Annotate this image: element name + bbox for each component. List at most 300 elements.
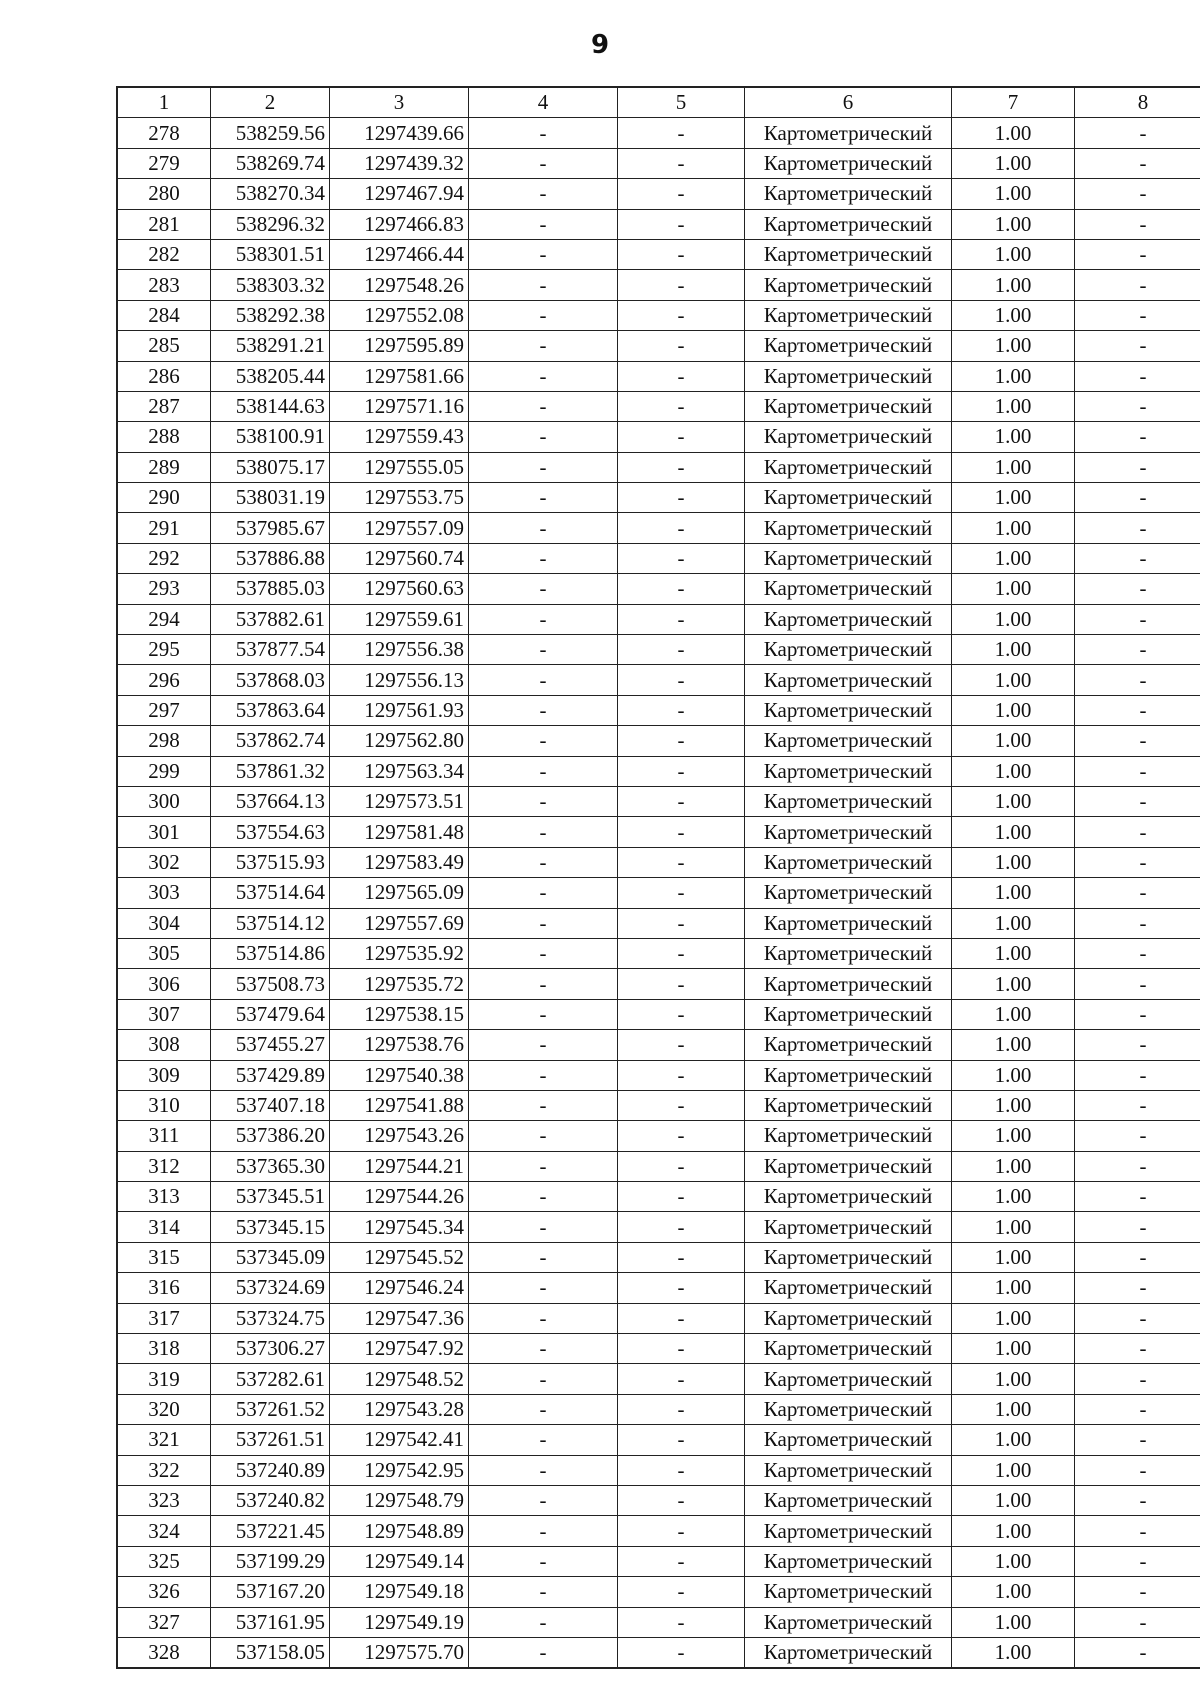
header-cell-2: 2 bbox=[211, 87, 330, 118]
cell-accuracy: 1.00 bbox=[952, 513, 1075, 543]
cell-y-coordinate: 1297538.15 bbox=[330, 999, 469, 1029]
cell-column-8: - bbox=[1075, 118, 1200, 148]
cell-accuracy: 1.00 bbox=[952, 1242, 1075, 1272]
cell-accuracy: 1.00 bbox=[952, 361, 1075, 391]
cell-column-4: - bbox=[469, 786, 618, 816]
cell-x-coordinate: 537861.32 bbox=[211, 756, 330, 786]
cell-column-5: - bbox=[618, 786, 745, 816]
cell-x-coordinate: 537345.15 bbox=[211, 1212, 330, 1242]
cell-point-number: 310 bbox=[117, 1090, 211, 1120]
cell-point-number: 287 bbox=[117, 391, 211, 421]
cell-accuracy: 1.00 bbox=[952, 118, 1075, 148]
cell-method: Картометрический bbox=[745, 1394, 952, 1424]
cell-column-5: - bbox=[618, 1182, 745, 1212]
table-row bbox=[117, 1090, 1200, 1120]
cell-y-coordinate: 1297543.28 bbox=[330, 1394, 469, 1424]
cell-x-coordinate: 537514.64 bbox=[211, 878, 330, 908]
cell-method: Картометрический bbox=[745, 1455, 952, 1485]
cell-point-number: 307 bbox=[117, 999, 211, 1029]
cell-y-coordinate: 1297548.26 bbox=[330, 270, 469, 300]
cell-point-number: 317 bbox=[117, 1303, 211, 1333]
cell-y-coordinate: 1297467.94 bbox=[330, 179, 469, 209]
cell-x-coordinate: 538296.32 bbox=[211, 209, 330, 239]
table-row bbox=[117, 1577, 1200, 1607]
cell-point-number: 297 bbox=[117, 695, 211, 725]
table-row bbox=[117, 543, 1200, 573]
cell-method: Картометрический bbox=[745, 1485, 952, 1515]
cell-accuracy: 1.00 bbox=[952, 786, 1075, 816]
cell-method: Картометрический bbox=[745, 878, 952, 908]
cell-column-5: - bbox=[618, 756, 745, 786]
cell-y-coordinate: 1297542.95 bbox=[330, 1455, 469, 1485]
cell-y-coordinate: 1297548.79 bbox=[330, 1485, 469, 1515]
cell-y-coordinate: 1297562.80 bbox=[330, 726, 469, 756]
cell-x-coordinate: 537345.09 bbox=[211, 1242, 330, 1272]
cell-column-8: - bbox=[1075, 786, 1200, 816]
cell-x-coordinate: 537167.20 bbox=[211, 1577, 330, 1607]
cell-point-number: 315 bbox=[117, 1242, 211, 1272]
cell-y-coordinate: 1297565.09 bbox=[330, 878, 469, 908]
cell-column-8: - bbox=[1075, 331, 1200, 361]
cell-column-8: - bbox=[1075, 1637, 1200, 1668]
cell-column-5: - bbox=[618, 665, 745, 695]
cell-accuracy: 1.00 bbox=[952, 847, 1075, 877]
cell-column-4: - bbox=[469, 118, 618, 148]
cell-y-coordinate: 1297557.09 bbox=[330, 513, 469, 543]
cell-point-number: 328 bbox=[117, 1637, 211, 1668]
cell-column-4: - bbox=[469, 574, 618, 604]
cell-column-5: - bbox=[618, 817, 745, 847]
cell-column-4: - bbox=[469, 239, 618, 269]
cell-column-4: - bbox=[469, 1151, 618, 1181]
cell-y-coordinate: 1297556.13 bbox=[330, 665, 469, 695]
table-row bbox=[117, 786, 1200, 816]
cell-method: Картометрический bbox=[745, 483, 952, 513]
cell-column-4: - bbox=[469, 999, 618, 1029]
cell-column-8: - bbox=[1075, 1394, 1200, 1424]
cell-column-5: - bbox=[618, 361, 745, 391]
cell-accuracy: 1.00 bbox=[952, 1485, 1075, 1515]
cell-column-8: - bbox=[1075, 1485, 1200, 1515]
cell-point-number: 325 bbox=[117, 1546, 211, 1576]
cell-point-number: 280 bbox=[117, 179, 211, 209]
cell-y-coordinate: 1297549.19 bbox=[330, 1607, 469, 1637]
cell-accuracy: 1.00 bbox=[952, 999, 1075, 1029]
table-row bbox=[117, 452, 1200, 482]
cell-accuracy: 1.00 bbox=[952, 574, 1075, 604]
cell-method: Картометрический bbox=[745, 1334, 952, 1364]
cell-x-coordinate: 537306.27 bbox=[211, 1334, 330, 1364]
cell-y-coordinate: 1297560.63 bbox=[330, 574, 469, 604]
cell-point-number: 304 bbox=[117, 908, 211, 938]
cell-point-number: 281 bbox=[117, 209, 211, 239]
cell-column-5: - bbox=[618, 1577, 745, 1607]
header-cell-7: 7 bbox=[952, 87, 1075, 118]
cell-column-4: - bbox=[469, 209, 618, 239]
cell-y-coordinate: 1297541.88 bbox=[330, 1090, 469, 1120]
cell-column-4: - bbox=[469, 179, 618, 209]
cell-accuracy: 1.00 bbox=[952, 331, 1075, 361]
cell-column-8: - bbox=[1075, 878, 1200, 908]
cell-y-coordinate: 1297556.38 bbox=[330, 635, 469, 665]
cell-method: Картометрический bbox=[745, 938, 952, 968]
cell-y-coordinate: 1297559.43 bbox=[330, 422, 469, 452]
table-row bbox=[117, 1607, 1200, 1637]
cell-method: Картометрический bbox=[745, 239, 952, 269]
cell-x-coordinate: 537161.95 bbox=[211, 1607, 330, 1637]
cell-point-number: 320 bbox=[117, 1394, 211, 1424]
cell-y-coordinate: 1297535.72 bbox=[330, 969, 469, 999]
cell-method: Картометрический bbox=[745, 969, 952, 999]
cell-column-8: - bbox=[1075, 1455, 1200, 1485]
header-cell-8: 8 bbox=[1075, 87, 1200, 118]
cell-column-5: - bbox=[618, 1637, 745, 1668]
cell-column-8: - bbox=[1075, 483, 1200, 513]
cell-column-8: - bbox=[1075, 543, 1200, 573]
cell-column-8: - bbox=[1075, 452, 1200, 482]
cell-accuracy: 1.00 bbox=[952, 1060, 1075, 1090]
cell-y-coordinate: 1297581.66 bbox=[330, 361, 469, 391]
cell-x-coordinate: 537324.69 bbox=[211, 1273, 330, 1303]
table-row bbox=[117, 1455, 1200, 1485]
cell-column-5: - bbox=[618, 118, 745, 148]
cell-column-8: - bbox=[1075, 604, 1200, 634]
cell-column-5: - bbox=[618, 726, 745, 756]
cell-x-coordinate: 538270.34 bbox=[211, 179, 330, 209]
cell-y-coordinate: 1297560.74 bbox=[330, 543, 469, 573]
cell-y-coordinate: 1297581.48 bbox=[330, 817, 469, 847]
cell-method: Картометрический bbox=[745, 361, 952, 391]
cell-column-8: - bbox=[1075, 1030, 1200, 1060]
cell-method: Картометрический bbox=[745, 1060, 952, 1090]
cell-method: Картометрический bbox=[745, 604, 952, 634]
cell-column-4: - bbox=[469, 148, 618, 178]
cell-method: Картометрический bbox=[745, 118, 952, 148]
table-row bbox=[117, 878, 1200, 908]
table-row bbox=[117, 179, 1200, 209]
cell-accuracy: 1.00 bbox=[952, 817, 1075, 847]
cell-accuracy: 1.00 bbox=[952, 483, 1075, 513]
cell-column-4: - bbox=[469, 695, 618, 725]
cell-accuracy: 1.00 bbox=[952, 938, 1075, 968]
cell-accuracy: 1.00 bbox=[952, 148, 1075, 178]
cell-point-number: 321 bbox=[117, 1425, 211, 1455]
cell-accuracy: 1.00 bbox=[952, 270, 1075, 300]
cell-column-5: - bbox=[618, 179, 745, 209]
table-row bbox=[117, 361, 1200, 391]
page-number: 9 bbox=[590, 30, 610, 60]
cell-y-coordinate: 1297571.16 bbox=[330, 391, 469, 421]
cell-column-4: - bbox=[469, 726, 618, 756]
cell-x-coordinate: 537886.88 bbox=[211, 543, 330, 573]
cell-accuracy: 1.00 bbox=[952, 1364, 1075, 1394]
cell-point-number: 319 bbox=[117, 1364, 211, 1394]
table-row bbox=[117, 1182, 1200, 1212]
table-row bbox=[117, 1030, 1200, 1060]
cell-column-8: - bbox=[1075, 695, 1200, 725]
cell-column-8: - bbox=[1075, 1303, 1200, 1333]
cell-method: Картометрический bbox=[745, 270, 952, 300]
cell-x-coordinate: 537261.51 bbox=[211, 1425, 330, 1455]
cell-column-8: - bbox=[1075, 1242, 1200, 1272]
cell-y-coordinate: 1297549.18 bbox=[330, 1577, 469, 1607]
cell-accuracy: 1.00 bbox=[952, 1090, 1075, 1120]
cell-column-4: - bbox=[469, 331, 618, 361]
cell-column-5: - bbox=[618, 1334, 745, 1364]
cell-column-4: - bbox=[469, 1607, 618, 1637]
table-row bbox=[117, 300, 1200, 330]
cell-column-8: - bbox=[1075, 1212, 1200, 1242]
cell-y-coordinate: 1297563.34 bbox=[330, 756, 469, 786]
cell-column-4: - bbox=[469, 1485, 618, 1515]
table-row bbox=[117, 1485, 1200, 1515]
cell-column-4: - bbox=[469, 1212, 618, 1242]
cell-column-4: - bbox=[469, 878, 618, 908]
cell-column-8: - bbox=[1075, 1607, 1200, 1637]
cell-point-number: 309 bbox=[117, 1060, 211, 1090]
cell-method: Картометрический bbox=[745, 1151, 952, 1181]
cell-column-5: - bbox=[618, 239, 745, 269]
cell-accuracy: 1.00 bbox=[952, 1577, 1075, 1607]
cell-x-coordinate: 537985.67 bbox=[211, 513, 330, 543]
cell-method: Картометрический bbox=[745, 1273, 952, 1303]
cell-x-coordinate: 538269.74 bbox=[211, 148, 330, 178]
cell-method: Картометрический bbox=[745, 452, 952, 482]
cell-x-coordinate: 537221.45 bbox=[211, 1516, 330, 1546]
cell-x-coordinate: 537882.61 bbox=[211, 604, 330, 634]
cell-x-coordinate: 537345.51 bbox=[211, 1182, 330, 1212]
cell-x-coordinate: 537240.89 bbox=[211, 1455, 330, 1485]
cell-point-number: 301 bbox=[117, 817, 211, 847]
cell-column-4: - bbox=[469, 391, 618, 421]
cell-column-4: - bbox=[469, 817, 618, 847]
cell-x-coordinate: 537324.75 bbox=[211, 1303, 330, 1333]
cell-y-coordinate: 1297555.05 bbox=[330, 452, 469, 482]
cell-method: Картометрический bbox=[745, 1637, 952, 1668]
table-row bbox=[117, 1060, 1200, 1090]
cell-column-4: - bbox=[469, 543, 618, 573]
cell-column-8: - bbox=[1075, 574, 1200, 604]
cell-column-5: - bbox=[618, 1121, 745, 1151]
cell-point-number: 298 bbox=[117, 726, 211, 756]
cell-accuracy: 1.00 bbox=[952, 1303, 1075, 1333]
cell-column-4: - bbox=[469, 270, 618, 300]
cell-x-coordinate: 538031.19 bbox=[211, 483, 330, 513]
cell-method: Картометрический bbox=[745, 665, 952, 695]
cell-method: Картометрический bbox=[745, 1182, 952, 1212]
cell-x-coordinate: 538100.91 bbox=[211, 422, 330, 452]
cell-x-coordinate: 537862.74 bbox=[211, 726, 330, 756]
cell-y-coordinate: 1297542.41 bbox=[330, 1425, 469, 1455]
cell-method: Картометрический bbox=[745, 1546, 952, 1576]
cell-y-coordinate: 1297552.08 bbox=[330, 300, 469, 330]
cell-x-coordinate: 537514.86 bbox=[211, 938, 330, 968]
cell-y-coordinate: 1297548.89 bbox=[330, 1516, 469, 1546]
cell-accuracy: 1.00 bbox=[952, 1546, 1075, 1576]
table-row bbox=[117, 726, 1200, 756]
cell-point-number: 288 bbox=[117, 422, 211, 452]
cell-method: Картометрический bbox=[745, 1212, 952, 1242]
cell-x-coordinate: 538292.38 bbox=[211, 300, 330, 330]
cell-point-number: 279 bbox=[117, 148, 211, 178]
table-row bbox=[117, 817, 1200, 847]
table-header-row bbox=[117, 87, 1200, 118]
table-row bbox=[117, 483, 1200, 513]
cell-method: Картометрический bbox=[745, 391, 952, 421]
cell-column-5: - bbox=[618, 452, 745, 482]
cell-column-8: - bbox=[1075, 1090, 1200, 1120]
cell-point-number: 289 bbox=[117, 452, 211, 482]
table-row bbox=[117, 209, 1200, 239]
cell-accuracy: 1.00 bbox=[952, 209, 1075, 239]
cell-column-8: - bbox=[1075, 1273, 1200, 1303]
cell-column-5: - bbox=[618, 483, 745, 513]
table-row bbox=[117, 1637, 1200, 1668]
cell-column-5: - bbox=[618, 1394, 745, 1424]
cell-accuracy: 1.00 bbox=[952, 665, 1075, 695]
cell-accuracy: 1.00 bbox=[952, 908, 1075, 938]
cell-column-4: - bbox=[469, 1637, 618, 1668]
cell-accuracy: 1.00 bbox=[952, 1273, 1075, 1303]
cell-point-number: 282 bbox=[117, 239, 211, 269]
cell-x-coordinate: 538144.63 bbox=[211, 391, 330, 421]
cell-method: Картометрический bbox=[745, 209, 952, 239]
table-row bbox=[117, 1151, 1200, 1181]
table-row bbox=[117, 239, 1200, 269]
cell-column-8: - bbox=[1075, 635, 1200, 665]
cell-column-4: - bbox=[469, 1060, 618, 1090]
cell-accuracy: 1.00 bbox=[952, 695, 1075, 725]
cell-accuracy: 1.00 bbox=[952, 300, 1075, 330]
cell-column-5: - bbox=[618, 1212, 745, 1242]
cell-column-4: - bbox=[469, 1121, 618, 1151]
cell-column-5: - bbox=[618, 543, 745, 573]
cell-column-5: - bbox=[618, 331, 745, 361]
cell-column-5: - bbox=[618, 847, 745, 877]
cell-column-5: - bbox=[618, 1090, 745, 1120]
cell-accuracy: 1.00 bbox=[952, 179, 1075, 209]
cell-column-5: - bbox=[618, 270, 745, 300]
cell-point-number: 302 bbox=[117, 847, 211, 877]
cell-column-4: - bbox=[469, 1334, 618, 1364]
cell-column-4: - bbox=[469, 1516, 618, 1546]
cell-y-coordinate: 1297540.38 bbox=[330, 1060, 469, 1090]
cell-accuracy: 1.00 bbox=[952, 1212, 1075, 1242]
cell-column-8: - bbox=[1075, 148, 1200, 178]
cell-column-4: - bbox=[469, 1394, 618, 1424]
table-row bbox=[117, 118, 1200, 148]
cell-column-5: - bbox=[618, 300, 745, 330]
cell-method: Картометрический bbox=[745, 1364, 952, 1394]
table-row bbox=[117, 422, 1200, 452]
cell-accuracy: 1.00 bbox=[952, 1637, 1075, 1668]
cell-x-coordinate: 537407.18 bbox=[211, 1090, 330, 1120]
cell-method: Картометрический bbox=[745, 726, 952, 756]
cell-column-4: - bbox=[469, 483, 618, 513]
cell-point-number: 327 bbox=[117, 1607, 211, 1637]
cell-point-number: 314 bbox=[117, 1212, 211, 1242]
cell-column-4: - bbox=[469, 1242, 618, 1272]
cell-column-5: - bbox=[618, 1273, 745, 1303]
cell-point-number: 283 bbox=[117, 270, 211, 300]
table-row bbox=[117, 938, 1200, 968]
cell-column-8: - bbox=[1075, 179, 1200, 209]
cell-accuracy: 1.00 bbox=[952, 756, 1075, 786]
cell-column-8: - bbox=[1075, 1364, 1200, 1394]
cell-column-4: - bbox=[469, 300, 618, 330]
cell-column-4: - bbox=[469, 938, 618, 968]
cell-column-8: - bbox=[1075, 1577, 1200, 1607]
cell-column-4: - bbox=[469, 847, 618, 877]
cell-method: Картометрический bbox=[745, 756, 952, 786]
cell-y-coordinate: 1297545.34 bbox=[330, 1212, 469, 1242]
cell-column-4: - bbox=[469, 756, 618, 786]
cell-x-coordinate: 537877.54 bbox=[211, 635, 330, 665]
cell-column-5: - bbox=[618, 1303, 745, 1333]
cell-column-5: - bbox=[618, 1546, 745, 1576]
cell-y-coordinate: 1297583.49 bbox=[330, 847, 469, 877]
cell-column-4: - bbox=[469, 1425, 618, 1455]
cell-column-5: - bbox=[618, 1455, 745, 1485]
cell-method: Картометрический bbox=[745, 148, 952, 178]
cell-column-5: - bbox=[618, 1030, 745, 1060]
cell-x-coordinate: 537158.05 bbox=[211, 1637, 330, 1668]
cell-column-8: - bbox=[1075, 513, 1200, 543]
cell-column-5: - bbox=[618, 422, 745, 452]
cell-column-4: - bbox=[469, 665, 618, 695]
cell-y-coordinate: 1297575.70 bbox=[330, 1637, 469, 1668]
cell-y-coordinate: 1297549.14 bbox=[330, 1546, 469, 1576]
cell-x-coordinate: 537386.20 bbox=[211, 1121, 330, 1151]
cell-x-coordinate: 537508.73 bbox=[211, 969, 330, 999]
table-row bbox=[117, 604, 1200, 634]
cell-accuracy: 1.00 bbox=[952, 452, 1075, 482]
cell-column-5: - bbox=[618, 1516, 745, 1546]
cell-column-4: - bbox=[469, 1303, 618, 1333]
cell-point-number: 318 bbox=[117, 1334, 211, 1364]
cell-column-4: - bbox=[469, 1090, 618, 1120]
table-row bbox=[117, 847, 1200, 877]
cell-accuracy: 1.00 bbox=[952, 422, 1075, 452]
cell-x-coordinate: 537455.27 bbox=[211, 1030, 330, 1060]
cell-y-coordinate: 1297543.26 bbox=[330, 1121, 469, 1151]
cell-accuracy: 1.00 bbox=[952, 543, 1075, 573]
cell-point-number: 292 bbox=[117, 543, 211, 573]
cell-column-4: - bbox=[469, 635, 618, 665]
table-row bbox=[117, 1334, 1200, 1364]
cell-x-coordinate: 538303.32 bbox=[211, 270, 330, 300]
cell-point-number: 303 bbox=[117, 878, 211, 908]
table-row bbox=[117, 999, 1200, 1029]
cell-accuracy: 1.00 bbox=[952, 604, 1075, 634]
cell-x-coordinate: 537885.03 bbox=[211, 574, 330, 604]
cell-x-coordinate: 537282.61 bbox=[211, 1364, 330, 1394]
cell-column-4: - bbox=[469, 969, 618, 999]
cell-point-number: 308 bbox=[117, 1030, 211, 1060]
cell-x-coordinate: 537479.64 bbox=[211, 999, 330, 1029]
cell-point-number: 284 bbox=[117, 300, 211, 330]
cell-x-coordinate: 537365.30 bbox=[211, 1151, 330, 1181]
cell-point-number: 313 bbox=[117, 1182, 211, 1212]
cell-column-8: - bbox=[1075, 1546, 1200, 1576]
cell-column-8: - bbox=[1075, 209, 1200, 239]
cell-y-coordinate: 1297547.36 bbox=[330, 1303, 469, 1333]
cell-method: Картометрический bbox=[745, 513, 952, 543]
cell-point-number: 326 bbox=[117, 1577, 211, 1607]
cell-x-coordinate: 537429.89 bbox=[211, 1060, 330, 1090]
cell-y-coordinate: 1297561.93 bbox=[330, 695, 469, 725]
cell-column-8: - bbox=[1075, 969, 1200, 999]
